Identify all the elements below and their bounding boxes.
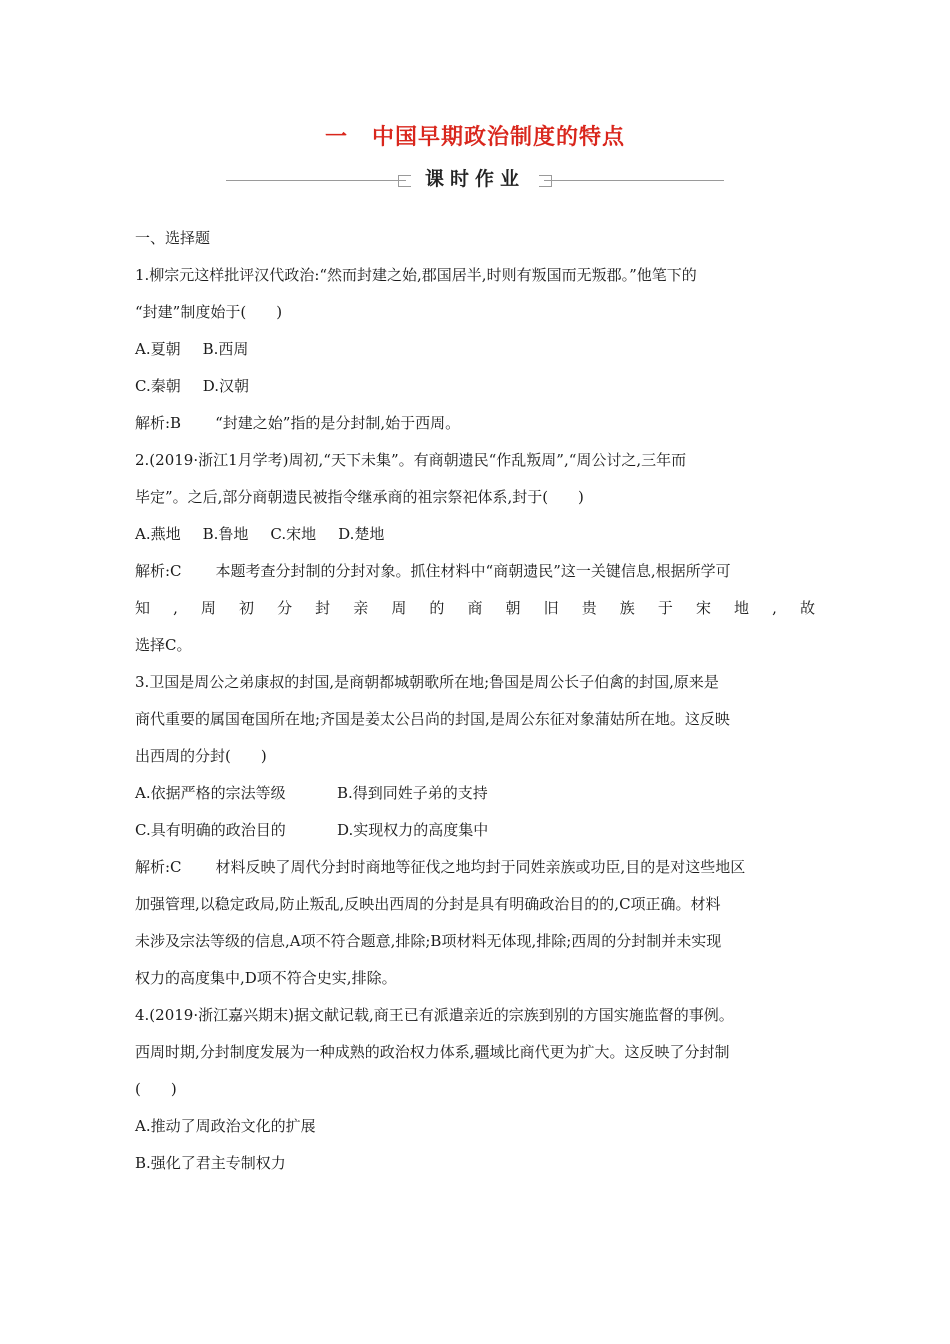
q4-option-b: B.强化了君主专制权力 <box>135 1154 286 1172</box>
q2-analysis-char: 贵 <box>581 599 597 617</box>
banner-bracket-left <box>398 175 411 187</box>
q2-analysis-char: 故 <box>799 599 815 617</box>
q1-analysis-label: 解析:B <box>135 414 182 432</box>
q2-analysis-char: , <box>772 599 777 617</box>
q2-option-a: A.燕地 <box>135 525 181 543</box>
q2-analysis-char: 旧 <box>543 599 559 617</box>
q2-option-d: D.楚地 <box>338 525 385 543</box>
q2-analysis-char: 于 <box>657 599 673 617</box>
q2-stem-line1: 2.(2019·浙江1月学考)周初,“天下未集”。有商朝遗民“作乱叛周”,“周公讨之,三年而 <box>135 451 687 469</box>
q1-stem-line2: “封建”制度始于( ) <box>135 303 283 321</box>
section-heading: 一、选择题 <box>135 229 211 247</box>
q2-analysis-label: 解析:C <box>135 562 182 580</box>
q1-option-c: C.秦朝 <box>135 377 181 395</box>
page-title <box>0 120 950 151</box>
section-banner <box>226 166 724 194</box>
q3-analysis-text-1: 材料反映了周代分封时商地等征伐之地均封于同姓亲族或功臣,目的是对这些地区 <box>215 858 746 876</box>
q3-option-c: C.具有明确的政治目的 <box>135 821 286 839</box>
q3-analysis-label: 解析:C <box>135 858 182 876</box>
q1-stem-line1: 1.柳宗元这样批评汉代政治:“然而封建之始,郡国居半,时则有叛国而无叛郡。”他笔下的 <box>135 266 697 284</box>
q4-option-a: A.推动了周政治文化的扩展 <box>135 1117 316 1135</box>
q2-analysis-line1 <box>135 553 815 590</box>
banner-bracket-right <box>539 175 552 187</box>
q2-analysis-line3: 选择C。 <box>135 636 192 654</box>
q2-analysis-char: 商 <box>467 599 483 617</box>
q2-analysis-char: 周 <box>391 599 407 617</box>
q2-analysis-line2 <box>135 590 815 627</box>
q3-analysis-line2: 加强管理,以稳定政局,防止叛乱,反映出西周的分封是具有明确政治目的的,C项正确。材料 <box>135 895 721 913</box>
q4-stem-line2: 西周时期,分封制度发展为一种成熟的政治权力体系,疆域比商代更为扩大。这反映了分封制 <box>135 1043 730 1061</box>
q2-analysis-char: , <box>173 599 178 617</box>
q3-analysis-line1 <box>135 849 815 886</box>
banner-label: 课时作业 <box>424 168 525 190</box>
q2-analysis-char: 地 <box>734 599 750 617</box>
q3-option-b: B.得到同姓子弟的支持 <box>337 784 488 802</box>
q3-analysis-line4: 权力的高度集中,D项不符合史实,排除。 <box>135 969 397 987</box>
q1-analysis <box>135 405 815 442</box>
q1-option-d: D.汉朝 <box>202 377 249 395</box>
q2-analysis-text-1: 本题考查分封制的分封对象。抓住材料中“商朝遗民”这一关键信息,根据所学可 <box>215 562 731 580</box>
q2-analysis-char: 宋 <box>695 599 711 617</box>
q2-analysis-char: 的 <box>429 599 445 617</box>
q2-analysis-char: 亲 <box>353 599 369 617</box>
exercise-content <box>135 220 815 1182</box>
q2-analysis-char: 朝 <box>505 599 521 617</box>
q2-options-row <box>135 516 815 553</box>
q1-option-a: A.夏朝 <box>135 340 181 358</box>
q2-option-c: C.宋地 <box>270 525 317 543</box>
q2-analysis-char: 周 <box>200 599 216 617</box>
q3-stem-line3: 出西周的分封( ) <box>135 747 267 765</box>
q3-option-a: A.依据严格的宗法等级 <box>135 784 286 802</box>
banner-rule-right <box>544 180 724 181</box>
q3-stem-line1: 3.卫国是周公之弟康叔的封国,是商朝都城朝歌所在地;鲁国是周公长子伯禽的封国,原来是 <box>135 673 719 691</box>
q3-option-d: D.实现权力的高度集中 <box>337 821 489 839</box>
q2-analysis-char: 族 <box>619 599 635 617</box>
q4-stem-line3: ( ) <box>135 1080 177 1098</box>
q3-analysis-line3: 未涉及宗法等级的信息,A项不符合题意,排除;B项材料无体现,排除;西周的分封制并未实现 <box>135 932 722 950</box>
q1-option-b: B.西周 <box>202 340 249 358</box>
lesson-number: 一 <box>324 125 348 150</box>
q1-options-row2 <box>135 368 815 405</box>
banner-rule-left <box>226 180 406 181</box>
q2-analysis-char: 初 <box>239 599 255 617</box>
q3-options-row2 <box>135 812 815 849</box>
q2-option-b: B.鲁地 <box>202 525 249 543</box>
q1-options-row1 <box>135 331 815 368</box>
q3-stem-line2: 商代重要的属国奄国所在地;齐国是姜太公吕尚的封国,是周公东征对象蒲姑所在地。这反映 <box>135 710 730 728</box>
q2-analysis-char: 知 <box>135 599 151 617</box>
lesson-title: 中国早期政治制度的特点 <box>372 125 626 150</box>
q2-analysis-char: 分 <box>277 599 293 617</box>
q2-analysis-char: 封 <box>315 599 331 617</box>
q3-options-row1 <box>135 775 815 812</box>
q1-analysis-text: “封建之始”指的是分封制,始于西周。 <box>215 414 461 432</box>
q4-stem-line1: 4.(2019·浙江嘉兴期末)据文献记载,商王已有派遣亲近的宗族到别的方国实施监督的事例。 <box>135 1006 734 1024</box>
q2-stem-line2: 毕定”。之后,部分商朝遗民被指令继承商的祖宗祭祀体系,封于( ) <box>135 488 584 506</box>
